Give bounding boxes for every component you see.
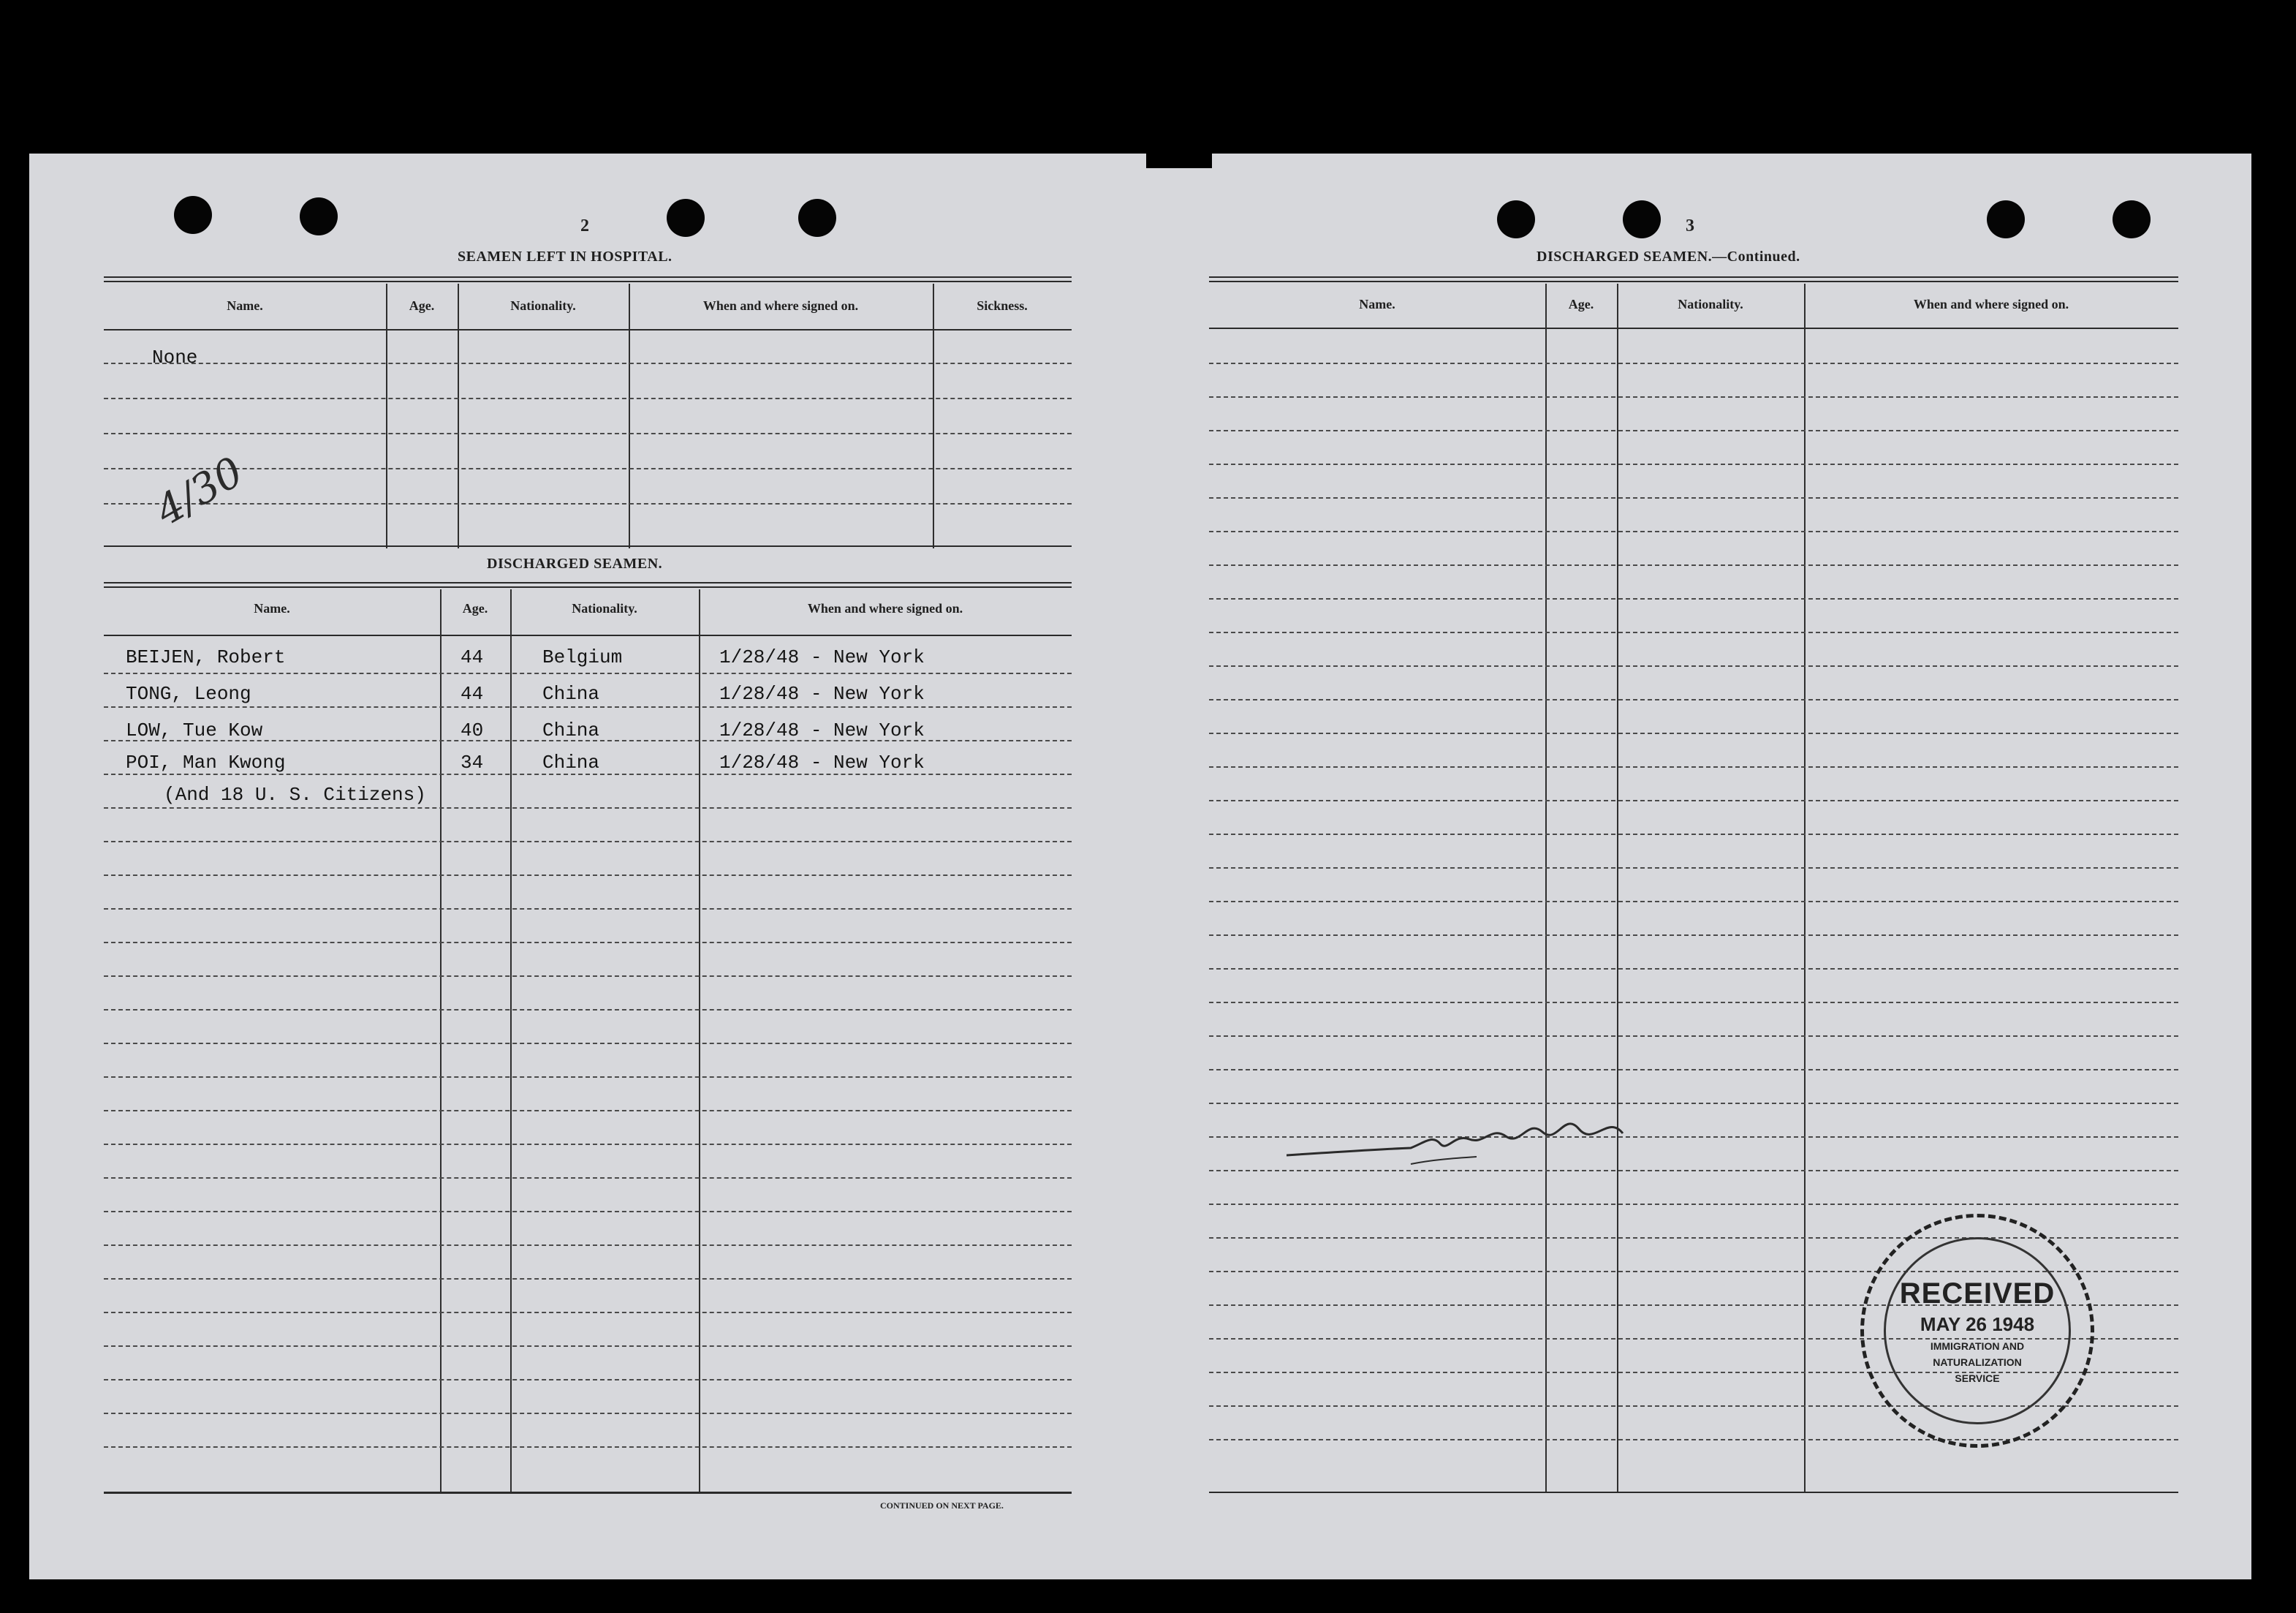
- page-fold-gap: [1146, 146, 1212, 168]
- punch-hole: [2113, 200, 2151, 238]
- header-name: Name.: [254, 601, 290, 616]
- seaman-age: 40: [461, 719, 484, 741]
- seaman-age: 44: [461, 683, 484, 705]
- seaman-name: BEIJEN, Robert: [126, 646, 286, 668]
- header-name: Name.: [227, 298, 263, 313]
- margin-annotation: 4/30: [148, 447, 251, 536]
- punch-hole: [667, 199, 705, 237]
- stamp-agency-2: NATURALIZATION: [1933, 1356, 2022, 1368]
- seaman-signed-on: 1/28/48 - New York: [719, 646, 925, 668]
- header-nationality: Nationality.: [572, 601, 637, 616]
- punch-hole: [1497, 200, 1535, 238]
- continued-note: CONTINUED ON NEXT PAGE.: [880, 1500, 1004, 1511]
- header-signed-on: When and where signed on.: [1913, 297, 2069, 311]
- header-signed-on: When and where signed on.: [702, 298, 859, 313]
- header-signed-on: When and where signed on.: [807, 601, 963, 616]
- seaman-name: TONG, Leong: [126, 683, 251, 705]
- seaman-age: 44: [461, 646, 484, 668]
- header-nationality: Nationality.: [1678, 297, 1743, 311]
- seaman-nationality: China: [542, 752, 600, 774]
- punch-hole: [300, 197, 338, 235]
- us-citizens-note: (And 18 U. S. Citizens): [164, 784, 426, 806]
- received-stamp: [1860, 1214, 2094, 1448]
- stamp-received: RECEIVED: [1899, 1277, 2056, 1310]
- hospital-table: [104, 276, 1072, 548]
- header-name: Name.: [1359, 297, 1395, 311]
- page-number-right: 3: [1686, 216, 1694, 235]
- seaman-nationality: Belgium: [542, 646, 623, 668]
- stamp-agency-3: SERVICE: [1955, 1372, 2000, 1384]
- header-age: Age.: [462, 601, 488, 616]
- stamp-agency-1: IMMIGRATION AND: [1930, 1340, 2025, 1352]
- header-nationality: Nationality.: [510, 298, 576, 313]
- stamp-date: MAY 26 1948: [1920, 1313, 2035, 1335]
- page-number-left: 2: [580, 216, 589, 235]
- punch-hole: [798, 199, 836, 237]
- header-age: Age.: [1568, 297, 1594, 311]
- seaman-signed-on: 1/28/48 - New York: [719, 683, 925, 705]
- header-sickness: Sickness.: [977, 298, 1028, 313]
- punch-hole: [1987, 200, 2025, 238]
- hospital-section-title: SEAMEN LEFT IN HOSPITAL.: [458, 249, 672, 265]
- header-age: Age.: [409, 298, 435, 313]
- seaman-nationality: China: [542, 683, 600, 705]
- hospital-none-entry: None: [152, 347, 198, 369]
- seaman-name: POI, Man Kwong: [126, 752, 286, 774]
- punch-hole: [174, 196, 212, 234]
- seaman-signed-on: 1/28/48 - New York: [719, 719, 925, 741]
- signature-scribble: [1287, 1097, 1681, 1192]
- right-section-title: DISCHARGED SEAMEN.—Continued.: [1537, 249, 1800, 265]
- seaman-signed-on: 1/28/48 - New York: [719, 752, 925, 774]
- discharged-section-title: DISCHARGED SEAMEN.: [487, 556, 663, 572]
- seaman-nationality: China: [542, 719, 600, 741]
- punch-hole: [1623, 200, 1661, 238]
- seaman-name: LOW, Tue Kow: [126, 719, 263, 741]
- seaman-age: 34: [461, 752, 484, 774]
